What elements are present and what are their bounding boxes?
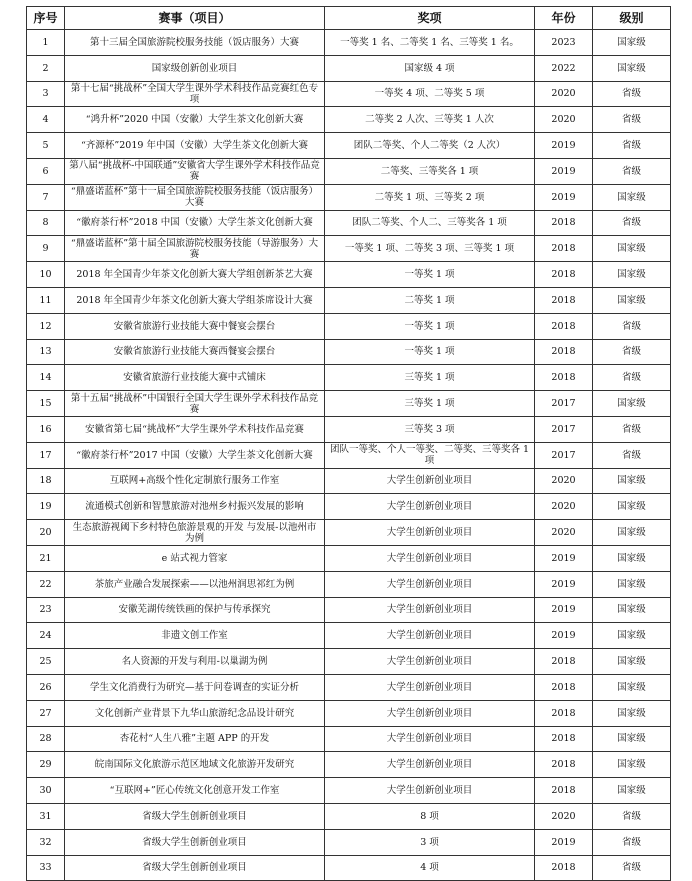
cell-year: 2018: [535, 339, 593, 365]
cell-level: 国家级: [593, 700, 671, 726]
table-row: [27, 210, 671, 236]
cell-seq: 20: [27, 520, 65, 546]
cell-award: 一等奖 1 项: [325, 339, 535, 365]
cell-level: 国家级: [593, 545, 671, 571]
cell-event: 文化创新产业背景下九华山旅游纪念品设计研究: [65, 700, 325, 726]
cell-event: 流通模式创新和智慧旅游对池州乡村振兴发展的影响: [65, 494, 325, 520]
cell-level: 国家级: [593, 468, 671, 494]
cell-level: 国家级: [593, 287, 671, 313]
cell-level: 省级: [593, 855, 671, 881]
cell-event: “鸿升杯”2020 中国（安徽）大学生茶文化创新大赛: [65, 107, 325, 133]
table-row: [27, 442, 671, 468]
cell-year: 2018: [535, 236, 593, 262]
cell-level: 省级: [593, 107, 671, 133]
cell-year: 2018: [535, 210, 593, 236]
cell-award: 大学生创新创业项目: [325, 545, 535, 571]
cell-level: 国家级: [593, 184, 671, 210]
table-row: [27, 520, 671, 546]
cell-event: “鼎盛诺蓝杯”第十一届全国旅游院校服务技能（饭店服务）大赛: [65, 184, 325, 210]
cell-award: 大学生创新创业项目: [325, 468, 535, 494]
cell-event: 2018 年全国青少年茶文化创新大赛大学组茶席设计大赛: [65, 287, 325, 313]
cell-event: 第八届“挑战杯-中国联通”安徽省大学生课外学术科技作品竞赛: [65, 158, 325, 184]
cell-seq: 6: [27, 158, 65, 184]
cell-seq: 31: [27, 803, 65, 829]
cell-level: 省级: [593, 210, 671, 236]
cell-award: 大学生创新创业项目: [325, 623, 535, 649]
cell-year: 2023: [535, 30, 593, 56]
cell-seq: 19: [27, 494, 65, 520]
table-row: [27, 829, 671, 855]
cell-seq: 2: [27, 55, 65, 81]
cell-seq: 15: [27, 391, 65, 417]
table-row: [27, 365, 671, 391]
cell-year: 2018: [535, 726, 593, 752]
cell-level: 国家级: [593, 649, 671, 675]
cell-seq: 14: [27, 365, 65, 391]
table-row: [27, 391, 671, 417]
cell-year: 2020: [535, 520, 593, 546]
table-row: [27, 158, 671, 184]
cell-award: 一等奖 1 名、二等奖 1 名、三等奖 1 名。: [325, 30, 535, 56]
table-row: [27, 494, 671, 520]
cell-level: 省级: [593, 313, 671, 339]
header-year: 年份: [535, 7, 593, 30]
cell-award: 一等奖 4 项、二等奖 5 项: [325, 81, 535, 107]
cell-award: 一等奖 1 项、二等奖 3 项、三等奖 1 项: [325, 236, 535, 262]
header-award: 奖项: [325, 7, 535, 30]
cell-seq: 18: [27, 468, 65, 494]
cell-level: 国家级: [593, 752, 671, 778]
table-row: [27, 752, 671, 778]
cell-year: 2019: [535, 133, 593, 159]
header-seq: 序号: [27, 7, 65, 30]
cell-level: 省级: [593, 81, 671, 107]
cell-event: 2018 年全国青少年茶文化创新大赛大学组创新茶艺大赛: [65, 262, 325, 288]
cell-seq: 24: [27, 623, 65, 649]
cell-level: 国家级: [593, 391, 671, 417]
cell-year: 2019: [535, 158, 593, 184]
cell-year: 2019: [535, 597, 593, 623]
cell-seq: 28: [27, 726, 65, 752]
table-row: [27, 133, 671, 159]
cell-award: 大学生创新创业项目: [325, 520, 535, 546]
cell-level: 省级: [593, 416, 671, 442]
cell-year: 2018: [535, 855, 593, 881]
cell-event: 第十三届全国旅游院校服务技能（饭店服务）大赛: [65, 30, 325, 56]
cell-award: 3 项: [325, 829, 535, 855]
cell-year: 2020: [535, 107, 593, 133]
cell-event: 学生文化消费行为研究—基于问卷调查的实证分析: [65, 674, 325, 700]
cell-level: 国家级: [593, 520, 671, 546]
cell-event: e 站式视力管家: [65, 545, 325, 571]
cell-event: 皖南国际文化旅游示范区地域文化旅游开发研究: [65, 752, 325, 778]
cell-award: 大学生创新创业项目: [325, 674, 535, 700]
table-row: [27, 55, 671, 81]
table-row: [27, 855, 671, 881]
table-row: [27, 571, 671, 597]
cell-seq: 3: [27, 81, 65, 107]
cell-award: 三等奖 1 项: [325, 365, 535, 391]
cell-level: 省级: [593, 829, 671, 855]
cell-seq: 12: [27, 313, 65, 339]
cell-seq: 22: [27, 571, 65, 597]
table-row: [27, 778, 671, 804]
cell-level: 省级: [593, 803, 671, 829]
cell-seq: 17: [27, 442, 65, 468]
cell-year: 2019: [535, 545, 593, 571]
cell-award: 二等奖 1 项、三等奖 2 项: [325, 184, 535, 210]
table-row: [27, 468, 671, 494]
cell-award: 大学生创新创业项目: [325, 494, 535, 520]
cell-level: 国家级: [593, 623, 671, 649]
table-row: [27, 313, 671, 339]
cell-award: 一等奖 1 项: [325, 313, 535, 339]
cell-event: “徽府茶行杯”2018 中国（安徽）大学生茶文化创新大赛: [65, 210, 325, 236]
cell-year: 2018: [535, 700, 593, 726]
cell-level: 省级: [593, 365, 671, 391]
cell-award: 二等奖、三等奖各 1 项: [325, 158, 535, 184]
cell-award: 国家级 4 项: [325, 55, 535, 81]
cell-year: 2018: [535, 313, 593, 339]
cell-event: 安徽省第七届“挑战杯”大学生课外学术科技作品竞赛: [65, 416, 325, 442]
cell-level: 国家级: [593, 726, 671, 752]
cell-year: 2018: [535, 752, 593, 778]
cell-award: 三等奖 1 项: [325, 391, 535, 417]
cell-event: “齐源杯”2019 年中国（安徽）大学生茶文化创新大赛: [65, 133, 325, 159]
cell-award: 大学生创新创业项目: [325, 752, 535, 778]
table-row: [27, 184, 671, 210]
cell-award: 大学生创新创业项目: [325, 649, 535, 675]
cell-level: 省级: [593, 133, 671, 159]
cell-award: 团队一等奖、个人一等奖、二等奖、三等奖各 1 项: [325, 442, 535, 468]
cell-level: 国家级: [593, 778, 671, 804]
cell-year: 2017: [535, 416, 593, 442]
cell-award: 二等奖 1 项: [325, 287, 535, 313]
cell-award: 三等奖 3 项: [325, 416, 535, 442]
table-row: [27, 674, 671, 700]
cell-event: “徽府茶行杯”2017 中国（安徽）大学生茶文化创新大赛: [65, 442, 325, 468]
header-level: 级别: [593, 7, 671, 30]
table-row: [27, 803, 671, 829]
cell-award: 团队二等奖、个人二等奖（2 人次）: [325, 133, 535, 159]
cell-event: 茶旅产业融合发展探索——以池州润思祁红为例: [65, 571, 325, 597]
table-body: [27, 30, 671, 881]
cell-award: 大学生创新创业项目: [325, 778, 535, 804]
cell-event: 第十七届“挑战杯”全国大学生课外学术科技作品竞赛红色专项: [65, 81, 325, 107]
table-row: [27, 81, 671, 107]
cell-award: 4 项: [325, 855, 535, 881]
cell-year: 2018: [535, 778, 593, 804]
cell-year: 2018: [535, 287, 593, 313]
table-row: [27, 726, 671, 752]
cell-year: 2019: [535, 184, 593, 210]
cell-year: 2020: [535, 803, 593, 829]
table-row: [27, 545, 671, 571]
cell-year: 2019: [535, 571, 593, 597]
cell-level: 省级: [593, 158, 671, 184]
cell-year: 2018: [535, 674, 593, 700]
cell-event: 省级大学生创新创业项目: [65, 829, 325, 855]
cell-award: 大学生创新创业项目: [325, 700, 535, 726]
cell-year: 2018: [535, 649, 593, 675]
cell-event: 国家级创新创业项目: [65, 55, 325, 81]
cell-seq: 27: [27, 700, 65, 726]
cell-seq: 10: [27, 262, 65, 288]
cell-award: 8 项: [325, 803, 535, 829]
cell-year: 2022: [535, 55, 593, 81]
table-row: [27, 236, 671, 262]
cell-year: 2019: [535, 623, 593, 649]
table-row: [27, 339, 671, 365]
cell-level: 省级: [593, 442, 671, 468]
cell-year: 2018: [535, 262, 593, 288]
table-row: [27, 262, 671, 288]
cell-award: 二等奖 2 人次、三等奖 1 人次: [325, 107, 535, 133]
table-row: [27, 700, 671, 726]
cell-seq: 32: [27, 829, 65, 855]
table-row: [27, 30, 671, 56]
cell-level: 国家级: [593, 30, 671, 56]
cell-event: 互联网+高级个性化定制旅行服务工作室: [65, 468, 325, 494]
cell-seq: 29: [27, 752, 65, 778]
header-event: 赛事（项目）: [65, 7, 325, 30]
cell-level: 国家级: [593, 262, 671, 288]
cell-seq: 13: [27, 339, 65, 365]
cell-year: 2017: [535, 442, 593, 468]
cell-year: 2019: [535, 829, 593, 855]
cell-level: 国家级: [593, 571, 671, 597]
table-row: [27, 597, 671, 623]
cell-event: 生态旅游视阈下乡村特色旅游景观的开发 与发展-以池州市为例: [65, 520, 325, 546]
cell-event: 安徽省旅游行业技能大赛中餐宴会摆台: [65, 313, 325, 339]
cell-level: 国家级: [593, 597, 671, 623]
cell-award: 大学生创新创业项目: [325, 597, 535, 623]
cell-level: 省级: [593, 339, 671, 365]
cell-seq: 11: [27, 287, 65, 313]
cell-seq: 4: [27, 107, 65, 133]
cell-event: “互联网+”匠心传统文化创意开发工作室: [65, 778, 325, 804]
cell-year: 2017: [535, 391, 593, 417]
cell-year: 2020: [535, 494, 593, 520]
cell-seq: 30: [27, 778, 65, 804]
cell-year: 2020: [535, 81, 593, 107]
cell-event: 第十五届“挑战杯”中国银行全国大学生课外学术科技作品竞赛: [65, 391, 325, 417]
cell-level: 国家级: [593, 674, 671, 700]
cell-seq: 23: [27, 597, 65, 623]
cell-seq: 9: [27, 236, 65, 262]
cell-event: 非遗文创工作室: [65, 623, 325, 649]
cell-event: 安徽省旅游行业技能大赛中式铺床: [65, 365, 325, 391]
cell-award: 大学生创新创业项目: [325, 726, 535, 752]
cell-event: 省级大学生创新创业项目: [65, 855, 325, 881]
cell-award: 团队二等奖、个人二、三等奖各 1 项: [325, 210, 535, 236]
cell-event: 安徽省旅游行业技能大赛西餐宴会摆台: [65, 339, 325, 365]
table-row: [27, 649, 671, 675]
cell-level: 国家级: [593, 55, 671, 81]
cell-event: 名人资源的开发与利用-以巢湖为例: [65, 649, 325, 675]
cell-award: 一等奖 1 项: [325, 262, 535, 288]
table-row: [27, 623, 671, 649]
cell-event: 省级大学生创新创业项目: [65, 803, 325, 829]
table-row: [27, 107, 671, 133]
cell-year: 2020: [535, 468, 593, 494]
cell-event: 安徽芜湖传统铁画的保护与传承探究: [65, 597, 325, 623]
header-row: [27, 7, 671, 30]
cell-event: “鼎盛诺蓝杯”第十届全国旅游院校服务技能（导游服务）大赛: [65, 236, 325, 262]
cell-seq: 8: [27, 210, 65, 236]
cell-seq: 1: [27, 30, 65, 56]
cell-seq: 33: [27, 855, 65, 881]
table-row: [27, 287, 671, 313]
cell-seq: 25: [27, 649, 65, 675]
cell-seq: 5: [27, 133, 65, 159]
cell-level: 国家级: [593, 494, 671, 520]
cell-year: 2018: [535, 365, 593, 391]
cell-level: 国家级: [593, 236, 671, 262]
awards-table: [26, 6, 671, 881]
cell-seq: 26: [27, 674, 65, 700]
cell-seq: 21: [27, 545, 65, 571]
table-row: [27, 416, 671, 442]
cell-event: 杏花村“人生八雅”主题 APP 的开发: [65, 726, 325, 752]
cell-seq: 16: [27, 416, 65, 442]
cell-seq: 7: [27, 184, 65, 210]
cell-award: 大学生创新创业项目: [325, 571, 535, 597]
